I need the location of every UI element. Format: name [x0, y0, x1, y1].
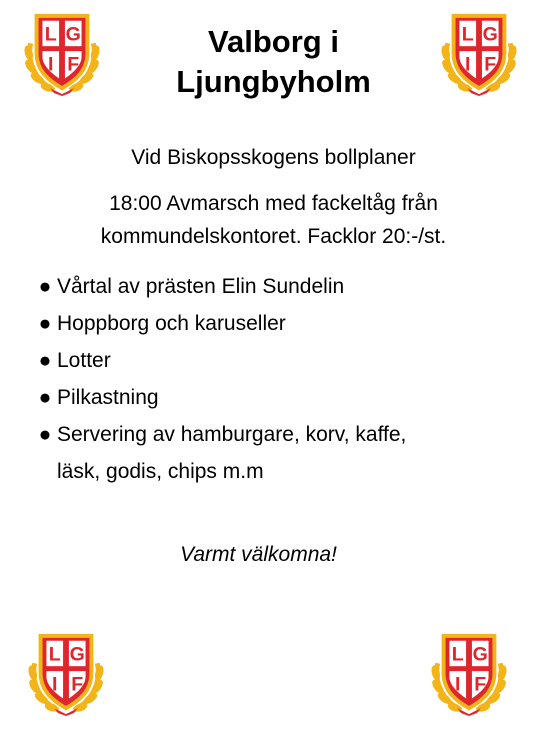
logo-letter: G — [69, 643, 85, 666]
logo-letter: F — [71, 673, 84, 696]
bullet-icon: ● — [38, 349, 52, 372]
list-item-text: Servering av hamburgare, korv, kaffe, — [57, 423, 407, 446]
logo-letter: L — [48, 643, 61, 666]
list-item — [38, 342, 508, 379]
activity-list — [38, 268, 508, 490]
list-item-text: Hoppborg och karuseller — [57, 312, 286, 335]
list-item-text: Lotter — [57, 349, 111, 372]
list-item-continuation: läsk, godis, chips m.m — [57, 460, 264, 483]
logo-letter: L — [44, 23, 57, 46]
lgif-logo-top-left — [20, 10, 104, 98]
bullet-icon: ● — [38, 423, 52, 446]
logo-letter: I — [52, 673, 58, 696]
bullet-icon: ● — [38, 275, 52, 298]
logo-letter: G — [482, 23, 498, 46]
logo-letter: L — [451, 643, 464, 666]
lgif-logo-top-right — [437, 10, 521, 98]
logo-letter: F — [484, 53, 497, 76]
page-title — [120, 22, 427, 102]
event-location: Vid Biskopsskogens bollplaner — [131, 146, 416, 169]
list-item-text: Vårtal av prästen Elin Sundelin — [57, 275, 345, 298]
bullet-icon: ● — [38, 386, 52, 409]
schedule-line: kommundelskontoret. Facklor 20:-/st. — [100, 225, 447, 248]
logo-letter: I — [48, 53, 54, 76]
list-item — [38, 268, 508, 305]
lgif-logo-bottom-left — [24, 630, 108, 718]
bullet-icon: ● — [38, 312, 52, 335]
list-item-text: Pilkastning — [57, 386, 159, 409]
event-schedule — [40, 187, 507, 253]
logo-letter: L — [461, 23, 474, 46]
logo-letter: I — [455, 673, 461, 696]
logo-letter: F — [474, 673, 487, 696]
logo-letter: F — [67, 53, 80, 76]
logo-letter: G — [472, 643, 488, 666]
lgif-logo-bottom-right — [427, 630, 511, 718]
list-item — [38, 379, 508, 416]
title-line: Ljungbyholm — [176, 64, 371, 99]
logo-letter: I — [465, 53, 471, 76]
logo-letter: G — [65, 23, 81, 46]
list-item — [38, 416, 508, 490]
welcome-text: Varmt välkomna! — [180, 543, 337, 566]
schedule-line: 18:00 Avmarsch med fackeltåg från — [109, 192, 438, 215]
list-item — [38, 305, 508, 342]
title-line: Valborg i — [208, 24, 339, 59]
